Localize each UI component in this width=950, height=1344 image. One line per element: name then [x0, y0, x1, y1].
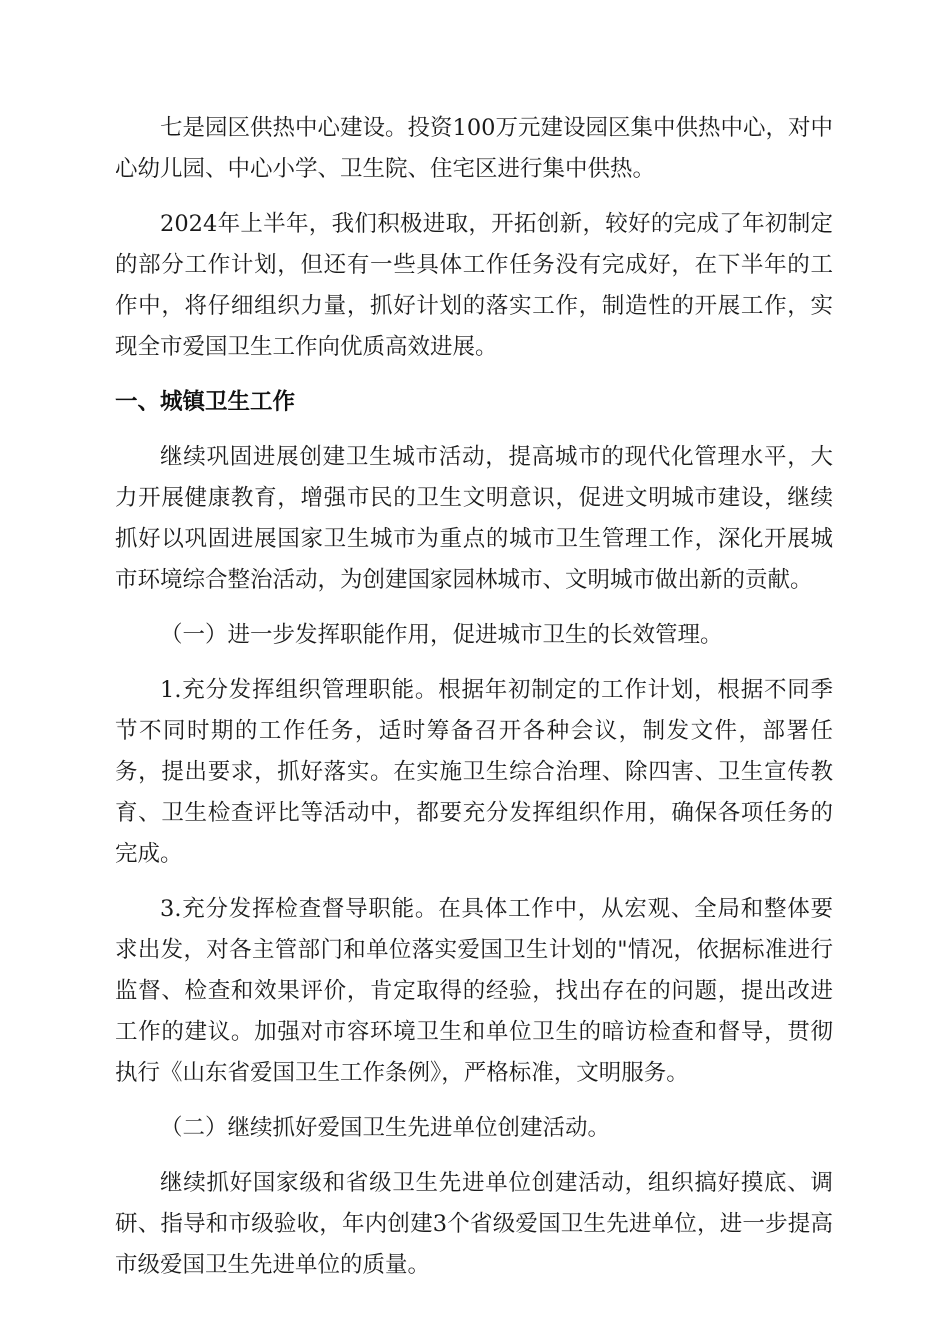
paragraph-half-year-summary: 2024年上半年，我们积极进取，开拓创新，较好的完成了年初制定的部分工作计划，但还有一些具体工作任务没有完成好，在下半年的工作中，将仔细组织力量，抓好计划的落实工作，制造性的开展工作，实现全市爱国卫生工作向优质高效进展。 — [115, 211, 833, 360]
paragraph-heating-center: 七是园区供热中心建设。投资100万元建设园区集中供热中心，对中心幼儿园、中心小学、卫生院、住宅区进行集中供热。 — [115, 115, 833, 182]
paragraph-inspection-supervision: 3.充分发挥检查督导职能。在具体工作中，从宏观、全局和整体要求出发，对各主管部门和单位落实爱国卫生计划的"情况，依据标准进行监督、检查和效果评价，肯定取得的经验，找出存在的问题，提出改进工作的建议。加强对市容环境卫生和单位卫生的暗访检查和督导，贯彻执行《山东省爱国卫生工作条例》，严格标准，文明服务。 — [115, 896, 833, 1086]
document-body — [115, 108, 833, 1300]
section-heading-urban-sanitation: 一、城镇卫生工作 — [115, 389, 296, 415]
paragraph-organizational-management: 1.充分发挥组织管理职能。根据年初制定的工作计划，根据不同季节不同时期的工作任务，适时筹备召开各种会议，制发文件，部署任务，提出要求，抓好落实。在实施卫生综合治理、除四害、卫生宣传教育、卫生检查评比等活动中，都要充分发挥组织作用，确保各项任务的完成。 — [115, 677, 833, 867]
subheading-functional-role: （一）进一步发挥职能作用，促进城市卫生的长效管理。 — [160, 622, 723, 648]
subheading-advanced-units: （二）继续抓好爱国卫生先进单位创建活动。 — [160, 1115, 611, 1141]
paragraph-advanced-unit-creation: 继续抓好国家级和省级卫生先进单位创建活动，组织搞好摸底、调研、指导和市级验收，年内创建3个省级爱国卫生先进单位，进一步提高市级爱国卫生先进单位的质量。 — [115, 1170, 833, 1278]
paragraph-sanitary-city: 继续巩固进展创建卫生城市活动，提高城市的现代化管理水平，大力开展健康教育，增强市民的卫生文明意识，促进文明城市建设，继续抓好以巩固进展国家卫生城市为重点的城市卫生管理工作，深化开展城市环境综合整治活动，为创建国家园林城市、文明城市做出新的贡献。 — [115, 444, 833, 593]
